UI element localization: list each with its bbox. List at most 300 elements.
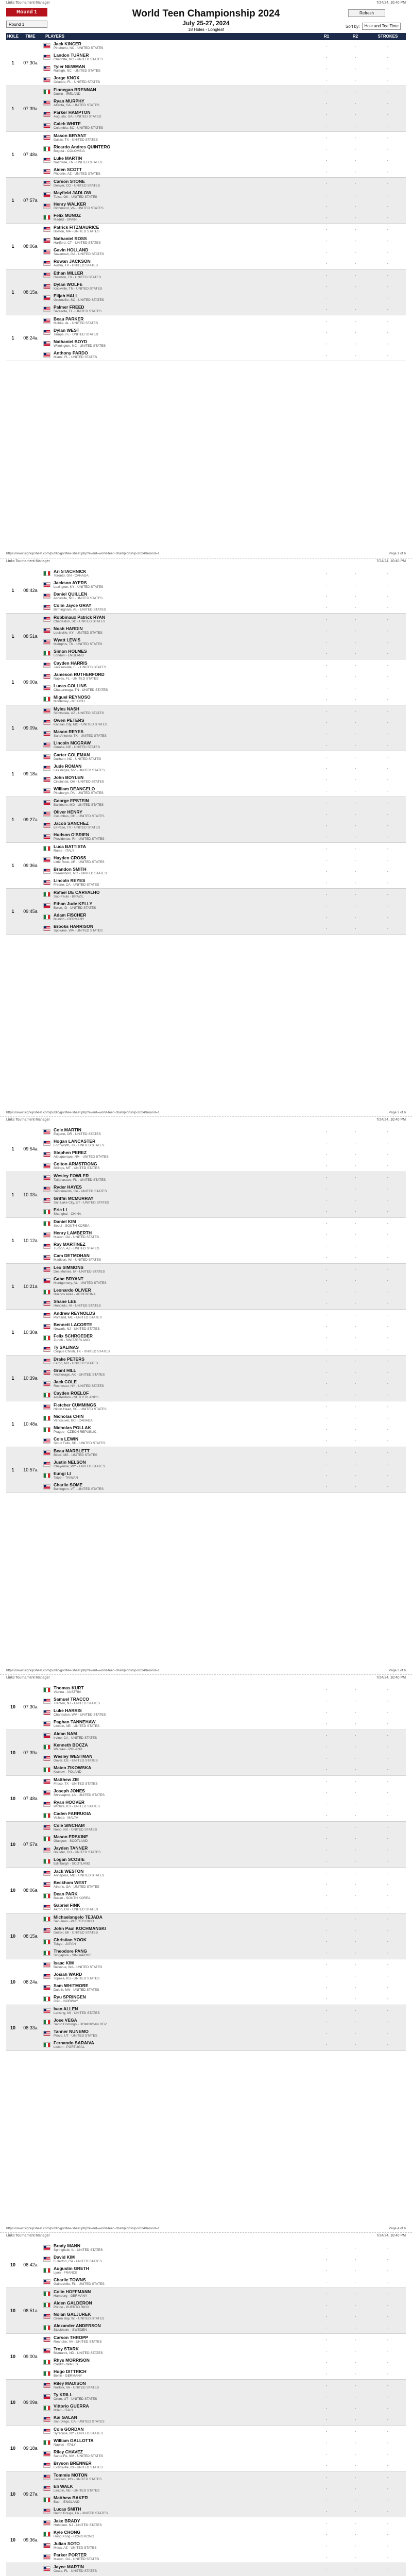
- player-name-link[interactable]: Dylan WEST: [54, 328, 80, 333]
- player-hometown: Montgomery, AL - UNITED STATES: [54, 1281, 107, 1285]
- player-name-link[interactable]: Carson THROPP: [54, 2335, 89, 2341]
- strokes-total: -: [387, 249, 389, 255]
- player-cell: [41, 1960, 312, 1970]
- player-name-link[interactable]: Colin Jayce GRAY: [54, 603, 92, 608]
- player-text: [54, 591, 102, 601]
- player-name-link[interactable]: John BOYLEN: [54, 775, 84, 781]
- country-flag-icon: [43, 1198, 50, 1203]
- col-r1[interactable]: R1: [323, 34, 330, 39]
- r1-score: -: [325, 1416, 328, 1421]
- tee-time: 07:30a: [23, 1704, 38, 1709]
- tee-time-group: [6, 1401, 406, 1447]
- player-name-link[interactable]: Mason REYES: [54, 729, 84, 735]
- player-name-link[interactable]: Simon HOLMES: [54, 649, 87, 654]
- country-flag-icon: [43, 1871, 50, 1876]
- strokes-total: -: [387, 1301, 389, 1306]
- player-hometown: Madison, WI - UNITED STATES: [54, 1258, 101, 1262]
- print-header: [6, 1675, 406, 1681]
- country-flag-icon: [43, 2497, 50, 2502]
- player-name-link[interactable]: Beau MARBLETT: [54, 1448, 90, 1453]
- r1-score: -: [325, 227, 328, 232]
- player-name-link[interactable]: Luca BATTISTA: [54, 844, 86, 850]
- player-name-link[interactable]: Gabe BRYANT: [54, 1276, 83, 1281]
- player-name-link[interactable]: Lucas SMITH: [54, 2506, 81, 2512]
- player-name-link[interactable]: Ryan MURPHY: [54, 98, 84, 104]
- player-name-link[interactable]: Rhys MORRISON: [54, 2358, 90, 2363]
- player-name-link[interactable]: Daniel QUILLEN: [54, 591, 88, 597]
- player-name-link[interactable]: Riley CHAVEZ: [54, 2449, 83, 2455]
- player-text: [54, 1788, 105, 1798]
- player-name-link[interactable]: Hogan LANCASTER: [54, 1138, 96, 1144]
- col-time[interactable]: TIME: [25, 34, 36, 39]
- player-name-link[interactable]: Ryan HOOVER: [54, 1799, 84, 1805]
- player-text: [54, 1765, 91, 1774]
- player-hometown: Columbus, OH - UNITED STATES: [54, 815, 105, 819]
- r1-score: -: [325, 766, 328, 771]
- player-text: [54, 1127, 101, 1137]
- col-r2[interactable]: R2: [352, 34, 358, 39]
- r2-score: -: [354, 1244, 356, 1249]
- r1-score: -: [325, 295, 328, 300]
- strokes-total: -: [387, 605, 389, 610]
- country-flag-icon: [43, 594, 50, 599]
- player-name-link[interactable]: Owen PETERS: [54, 718, 84, 723]
- tee-time: 08:51a: [23, 2308, 38, 2314]
- player-name-link[interactable]: Parker HAMPTON: [54, 110, 91, 115]
- r1-score: -: [325, 2008, 328, 2013]
- strokes-total: -: [387, 2245, 389, 2250]
- player-row: [41, 2563, 406, 2574]
- player-name-link[interactable]: Fernando SARAIVA: [54, 2040, 94, 2045]
- player-name-link[interactable]: Julian SOTO: [54, 2541, 80, 2547]
- player-name-link[interactable]: Drake PETERS: [54, 1356, 84, 1362]
- player-name-link[interactable]: George EPSTEIN: [54, 798, 89, 804]
- player-name-link[interactable]: Brooks HARRISON: [54, 924, 93, 929]
- player-name-link[interactable]: Caleb WHITE: [54, 121, 81, 126]
- player-name-link[interactable]: Mason BRYANT: [54, 133, 87, 138]
- country-flag-icon: [43, 2337, 50, 2342]
- player-name-link[interactable]: Cole LEWIN: [54, 1436, 79, 1442]
- sort-select[interactable]: Hole and Tee Time: [362, 23, 401, 30]
- strokes-total: -: [387, 1221, 389, 1226]
- player-cell: [41, 867, 312, 876]
- country-flag-icon: [43, 720, 50, 725]
- country-flag-icon: [43, 926, 50, 931]
- player-name-link[interactable]: William GALLOTTA: [54, 2438, 94, 2444]
- start-hole: 1: [11, 1192, 14, 1197]
- player-name-link[interactable]: Lincoln REYES: [54, 878, 85, 884]
- player-name-link[interactable]: Dean PARK: [54, 1891, 78, 1896]
- strokes-total: -: [387, 1985, 389, 1990]
- tee-time-group: [6, 797, 406, 843]
- player-name-link[interactable]: Lucas COLLINS: [54, 683, 87, 689]
- player-name-link[interactable]: Brady MANN: [54, 2243, 80, 2249]
- player-name-link[interactable]: Joseph JONES: [54, 1788, 85, 1793]
- player-cell: [41, 1333, 312, 1343]
- r1-score: -: [325, 2405, 328, 2411]
- r2-score: -: [354, 2031, 356, 2036]
- r2-score: -: [354, 2383, 356, 2388]
- player-name-link[interactable]: Tommie MOTON: [54, 2472, 88, 2478]
- player-name-link[interactable]: Lincoln MCGRAW: [54, 740, 91, 746]
- player-name-link[interactable]: Ari STACHNICK: [54, 569, 87, 574]
- refresh-button[interactable]: Refresh: [348, 9, 385, 17]
- player-name-link[interactable]: Felix MUNOZ: [54, 213, 81, 218]
- player-name-link[interactable]: Alexander ANDERSON: [54, 2323, 101, 2329]
- player-text: [54, 1754, 98, 1763]
- player-name-link[interactable]: Cayden HARRIS: [54, 660, 88, 666]
- r2-score: -: [354, 2360, 356, 2365]
- player-name-link[interactable]: Parker PORTER: [54, 2552, 87, 2558]
- player-hometown: Fort Worth, TX - UNITED STATES: [54, 1143, 105, 1147]
- r1-score: -: [325, 1962, 328, 1968]
- player-text: [54, 2495, 88, 2504]
- player-name-link[interactable]: Wesley FOWLER: [54, 1173, 89, 1178]
- player-name-link[interactable]: Nathaniel BOYD: [54, 339, 88, 344]
- player-name-link[interactable]: Myles NASH: [54, 706, 80, 712]
- player-name-link[interactable]: Noah HARDIN: [54, 626, 83, 632]
- player-text: [54, 1357, 98, 1366]
- player-name-link[interactable]: Justin NELSON: [54, 1459, 86, 1465]
- print-url: https://www.signupsheet.com/public/golf/tee-sheet.php?event=world-teen-championship-2024&round=1: [6, 1668, 160, 1672]
- player-name-link[interactable]: Ricardo Andres QUINTERO: [54, 144, 111, 149]
- player-name-link[interactable]: Colton ARMSTRONG: [54, 1161, 97, 1166]
- player-name-link[interactable]: Dylan WOLFE: [54, 282, 83, 287]
- player-text: [54, 1448, 97, 1458]
- strokes-total: -: [387, 43, 389, 48]
- player-name-link[interactable]: Miguel REYNOSO: [54, 694, 91, 700]
- player-text: [54, 1983, 99, 1992]
- player-name-link[interactable]: Jose VEGA: [54, 2017, 77, 2023]
- player-cell: [41, 2346, 312, 2355]
- player-name-link[interactable]: Nicholas POLLAK: [54, 1425, 91, 1430]
- tee-time: 09:45a: [23, 909, 38, 914]
- player-row: [41, 1684, 406, 1696]
- player-name-link[interactable]: Vittorio GUERRA: [54, 2403, 89, 2409]
- player-name-link[interactable]: Wyatt LEWIS: [54, 637, 81, 643]
- player-name-link[interactable]: Griffin MCMURRAY: [54, 1195, 94, 1201]
- player-name-link[interactable]: Ray MARTINEZ: [54, 1241, 85, 1247]
- r1-score: -: [325, 571, 328, 576]
- player-name-link[interactable]: Jayce MARTIN: [54, 2564, 84, 2570]
- country-flag-icon: [43, 1141, 50, 1146]
- tee-time: 07:57a: [23, 198, 38, 203]
- player-name-link[interactable]: Nicholas CHIN: [54, 1413, 84, 1419]
- player-cell: [41, 1242, 312, 1251]
- start-hole: 1: [11, 634, 14, 639]
- player-row: [41, 166, 406, 177]
- r2-score: -: [354, 1871, 356, 1876]
- start-hole: 1: [11, 1283, 14, 1289]
- player-name-link[interactable]: Felix SCHROEDER: [54, 1333, 93, 1338]
- player-name-link[interactable]: Robbinaux Patrick RYAN: [54, 615, 105, 620]
- player-name-link[interactable]: Eric LI: [54, 1207, 67, 1212]
- player-text: [54, 718, 107, 727]
- strokes-total: -: [387, 2463, 389, 2468]
- player-cell: [41, 2040, 312, 2049]
- r1-score: -: [325, 1232, 328, 1238]
- strokes-total: -: [387, 181, 389, 186]
- player-name-link[interactable]: Tanner NUNEMO: [54, 2028, 89, 2034]
- player-text: [54, 683, 108, 692]
- player-cell: [41, 649, 312, 658]
- player-name-link[interactable]: Wesley WESTMAN: [54, 1753, 93, 1759]
- player-name-link[interactable]: Cam DETMOHAN: [54, 1252, 90, 1258]
- player-name-link[interactable]: Jude ROMAN: [54, 764, 82, 769]
- player-cell: [41, 179, 312, 188]
- player-name-link[interactable]: Bryson BRENNER: [54, 2461, 92, 2466]
- print-header: [6, 558, 406, 565]
- player-name-link[interactable]: Luke MARTIN: [54, 156, 82, 161]
- r1-score: -: [325, 1767, 328, 1772]
- player-name-link[interactable]: Michaelangelo TEJADA: [54, 1914, 102, 1920]
- player-name-link[interactable]: John Paul KOCHMANSKI: [54, 1925, 106, 1931]
- r2-score: -: [354, 617, 356, 622]
- player-name-link[interactable]: Matthew BAKER: [54, 2495, 88, 2501]
- col-hole[interactable]: HOLE: [7, 34, 19, 39]
- player-name-link[interactable]: Mayfield JADLOW: [54, 190, 92, 195]
- player-name-link[interactable]: Mateo ZIKOWSKA: [54, 1765, 92, 1770]
- player-cell: [41, 2277, 312, 2286]
- player-name-link[interactable]: Andrew REYNOLDS: [54, 1310, 95, 1316]
- player-name-link[interactable]: Ty SALINAS: [54, 1344, 79, 1350]
- player-name-link[interactable]: Landon TURNER: [54, 53, 89, 58]
- strokes-total: -: [387, 2302, 389, 2308]
- r2-score: -: [354, 811, 356, 817]
- player-list: [41, 40, 406, 86]
- player-row: [41, 2265, 406, 2276]
- player-cell: [41, 798, 312, 807]
- player-hometown: Tampa, FL - UNITED STATES: [54, 333, 98, 336]
- player-name-link[interactable]: Ethan MILLER: [54, 270, 83, 276]
- strokes-total: -: [387, 1393, 389, 1398]
- player-row: [41, 579, 406, 590]
- player-cell: [41, 2266, 312, 2275]
- player-hometown: Orlando, FL - UNITED STATES: [54, 80, 100, 84]
- player-name-link[interactable]: Jayden TANNER: [54, 1845, 88, 1851]
- tee-time-group: [6, 1126, 406, 1172]
- player-name-link[interactable]: Luke HARRIS: [54, 1707, 82, 1713]
- player-name-link[interactable]: Caden FARRUGIA: [54, 1810, 91, 1816]
- player-name-link[interactable]: Cayden ROELOF: [54, 1390, 89, 1396]
- player-name-link[interactable]: Tyler NEWMAN: [54, 64, 85, 69]
- player-text: [54, 1708, 106, 1717]
- player-name-link[interactable]: Cole GORDAN: [54, 2427, 84, 2432]
- country-flag-icon: [43, 1152, 50, 1157]
- player-text: [54, 1948, 92, 1958]
- player-name-link[interactable]: Finnegan BRENNAN: [54, 87, 96, 92]
- player-name-link[interactable]: Oliver HENRY: [54, 809, 82, 815]
- player-text: [54, 1253, 101, 1262]
- r2-score: -: [354, 800, 356, 805]
- player-name-link[interactable]: Paghan TANNEHAW: [54, 1719, 96, 1724]
- tee-time: 07:48a: [23, 152, 38, 157]
- player-name-link[interactable]: Ty KRILL: [54, 2392, 73, 2398]
- player-name-link[interactable]: Shane LEE: [54, 1298, 77, 1304]
- player-row: [41, 143, 406, 155]
- player-name-link[interactable]: Theodore PANG: [54, 1948, 88, 1954]
- col-strokes[interactable]: STROKES: [377, 34, 398, 39]
- player-name-link[interactable]: Troy STARK: [54, 2346, 79, 2352]
- player-name-link[interactable]: Aidan NAM: [54, 1731, 77, 1736]
- country-flag-icon: [43, 742, 50, 748]
- player-name-link[interactable]: Hayden CROSS: [54, 855, 87, 861]
- player-name-link[interactable]: Grant HILL: [54, 1367, 76, 1373]
- player-name-link[interactable]: Carson STONE: [54, 179, 85, 184]
- player-hometown: Buenos Aires - ARGENTINA: [54, 1292, 96, 1296]
- player-name-link[interactable]: Rafael DE CARVALHO: [54, 890, 100, 895]
- player-name-link[interactable]: Henry LAMBERTH: [54, 1230, 92, 1235]
- player-hometown: Santa Fe, NM - UNITED STATES: [54, 2454, 104, 2459]
- tee-time: 08:15a: [23, 1933, 38, 1939]
- player-name-link[interactable]: Riley MADISON: [54, 2381, 86, 2386]
- player-name-link[interactable]: Matthew ZIE: [54, 1776, 79, 1782]
- player-name-link[interactable]: Nolan GALJUREK: [54, 2312, 91, 2317]
- player-hometown: Boulder, CO - UNITED STATES: [54, 1850, 101, 1854]
- player-name-link[interactable]: Aiden GALDERON: [54, 2300, 92, 2306]
- player-name-link[interactable]: Jorge KNOX: [54, 75, 80, 80]
- r2-score: -: [354, 66, 356, 71]
- round-select[interactable]: Round 1: [6, 21, 47, 28]
- r1-score: -: [325, 1779, 328, 1784]
- player-name-link[interactable]: Gabriel FINK: [54, 1902, 80, 1908]
- player-name-link[interactable]: Colin HOFFMANN: [54, 2289, 91, 2295]
- player-name-link[interactable]: Kai GALAN: [54, 2415, 77, 2420]
- player-name-link[interactable]: Cole MARTIN: [54, 1127, 81, 1132]
- tee-time: 09:54a: [23, 1146, 38, 1151]
- player-name-link[interactable]: Adam FISCHER: [54, 912, 87, 918]
- r1-score: -: [325, 261, 328, 266]
- r1-score: -: [325, 181, 328, 186]
- player-list: [41, 705, 406, 751]
- player-name-link[interactable]: Bennett LACORTE: [54, 1321, 93, 1327]
- country-flag-icon: [43, 1802, 50, 1807]
- country-flag-icon: [43, 892, 50, 897]
- player-name-link[interactable]: Brandon SMITH: [54, 867, 87, 872]
- player-cell: [41, 293, 312, 302]
- player-cell: [41, 350, 312, 360]
- player-name-link[interactable]: Elijah HALL: [54, 293, 78, 298]
- round-tab[interactable]: Round 1: [6, 8, 47, 16]
- player-name-link[interactable]: Hugo DITTRICH: [54, 2369, 87, 2375]
- country-flag-icon: [43, 2509, 50, 2514]
- player-name-link[interactable]: Nathaniel ROSS: [54, 236, 87, 241]
- player-name-link[interactable]: Jake BRADY: [54, 2518, 80, 2524]
- player-hometown: Austin, TX - UNITED STATES: [54, 264, 98, 267]
- player-name-link[interactable]: Fletcher CUMMINGS: [54, 1402, 96, 1408]
- player-name-link[interactable]: Mason ERSKINE: [54, 1834, 89, 1839]
- player-name-link[interactable]: Charlie SOME: [54, 1482, 83, 1487]
- player-name-link[interactable]: Stephen PEREZ: [54, 1149, 87, 1155]
- player-name-link[interactable]: Eungi LI: [54, 1470, 71, 1476]
- country-flag-icon: [43, 857, 50, 862]
- player-text: [54, 156, 102, 165]
- player-name-link[interactable]: Jameson RUTHERFORD: [54, 672, 105, 677]
- player-name-link[interactable]: Charlie TOWNS: [54, 2277, 86, 2283]
- player-name-link[interactable]: Isaac KIM: [54, 1960, 74, 1965]
- player-name-link[interactable]: Anthony PARDO: [54, 350, 88, 355]
- player-name-link[interactable]: Samuel TRACCO: [54, 1696, 89, 1702]
- player-name-link[interactable]: Jacob SANCHEZ: [54, 821, 89, 826]
- player-name-link[interactable]: Cole SINCHAM: [54, 1822, 85, 1828]
- player-name-link[interactable]: Kenneth BOCZA: [54, 1742, 88, 1748]
- player-cell: [41, 1857, 312, 1866]
- r2-score: -: [354, 1882, 356, 1887]
- player-name-link[interactable]: Gavin HOLLAND: [54, 247, 89, 252]
- print-url: https://www.signupsheet.com/public/golf/tee-sheet.php?event=world-teen-championship-2024&round=1: [6, 1110, 160, 1114]
- player-name-link[interactable]: Ivan ALLEN: [54, 2006, 78, 2011]
- country-flag-icon: [43, 2405, 50, 2411]
- player-name-link[interactable]: Rowan JACKSON: [54, 259, 91, 264]
- tee-time: 10:39a: [23, 1375, 38, 1381]
- player-name-link[interactable]: Kyle CHONG: [54, 2530, 80, 2535]
- player-name-link[interactable]: Leonardo OLIVER: [54, 1287, 91, 1293]
- player-name-link[interactable]: Logan SCOBIE: [54, 1856, 85, 1862]
- player-name-link[interactable]: Carter COLEMAN: [54, 752, 90, 758]
- player-name-link[interactable]: Daniel KIM: [54, 1218, 76, 1224]
- strokes-total: -: [387, 135, 389, 140]
- player-name-link[interactable]: Jack COLE: [54, 1379, 77, 1384]
- country-flag-icon: [43, 2520, 50, 2526]
- player-name-link[interactable]: Ryu SPRINGEN: [54, 1994, 86, 1999]
- country-flag-icon: [43, 674, 50, 679]
- player-name-link[interactable]: Henry WALKER: [54, 201, 87, 207]
- player-name-link[interactable]: Sam WHITMORE: [54, 1982, 89, 1988]
- player-name-link[interactable]: Aiden SCOTT: [54, 167, 82, 172]
- strokes-total: -: [387, 330, 389, 335]
- r1-score: -: [325, 1462, 328, 1467]
- player-row: [41, 52, 406, 63]
- player-name-link[interactable]: David KIM: [54, 2255, 75, 2260]
- player-name-link[interactable]: Beckham WEST: [54, 1879, 87, 1885]
- r2-score: -: [354, 100, 356, 106]
- r2-score: -: [354, 1267, 356, 1272]
- player-name-link[interactable]: Josiah WARD: [54, 1971, 82, 1977]
- player-name-link[interactable]: Augustin GRETH: [54, 2266, 89, 2272]
- player-name-link[interactable]: Jack KINCER: [54, 41, 81, 46]
- r2-score: -: [354, 628, 356, 633]
- player-name-link[interactable]: Jack WESTON: [54, 1868, 84, 1874]
- player-cell: [41, 1448, 312, 1458]
- event-title-block: [109, 8, 303, 32]
- tee-time: 10:57a: [23, 1467, 38, 1472]
- player-name-link[interactable]: Beau PARKER: [54, 316, 84, 321]
- player-hometown: Pinehurst, NC - UNITED STATES: [54, 46, 104, 50]
- country-flag-icon: [43, 158, 50, 163]
- player-name-link[interactable]: Ethan Jude KELLY: [54, 901, 93, 907]
- player-name-link[interactable]: Eli WALK: [54, 2484, 73, 2489]
- player-name-link[interactable]: Ryder HAYES: [54, 1184, 82, 1190]
- player-name-link[interactable]: Hudson O'BRIEN: [54, 832, 90, 838]
- player-list: [41, 132, 406, 177]
- player-text: [54, 247, 104, 257]
- strokes-total: -: [387, 720, 389, 725]
- strokes-total: -: [387, 2497, 389, 2502]
- strokes-total: -: [387, 1699, 389, 1704]
- col-players[interactable]: PLAYERS: [45, 34, 65, 39]
- player-hometown: Hamburg - GERMANY: [54, 2294, 88, 2298]
- strokes-total: -: [387, 2325, 389, 2330]
- player-name-link[interactable]: Jackson AYERS: [54, 580, 87, 586]
- player-name-link[interactable]: Patrick FITZMAURICE: [54, 225, 99, 230]
- player-name-link[interactable]: Thomas KURT: [54, 1685, 84, 1690]
- player-name-link[interactable]: Leo SIMMONS: [54, 1264, 84, 1270]
- player-name-link[interactable]: William DEANGELO: [54, 786, 95, 792]
- country-flag-icon: [43, 1232, 50, 1238]
- player-name-link[interactable]: Palmer FREED: [54, 304, 84, 310]
- tee-time-group: [6, 1776, 406, 1822]
- player-name-link[interactable]: Christian YOOK: [54, 1937, 87, 1942]
